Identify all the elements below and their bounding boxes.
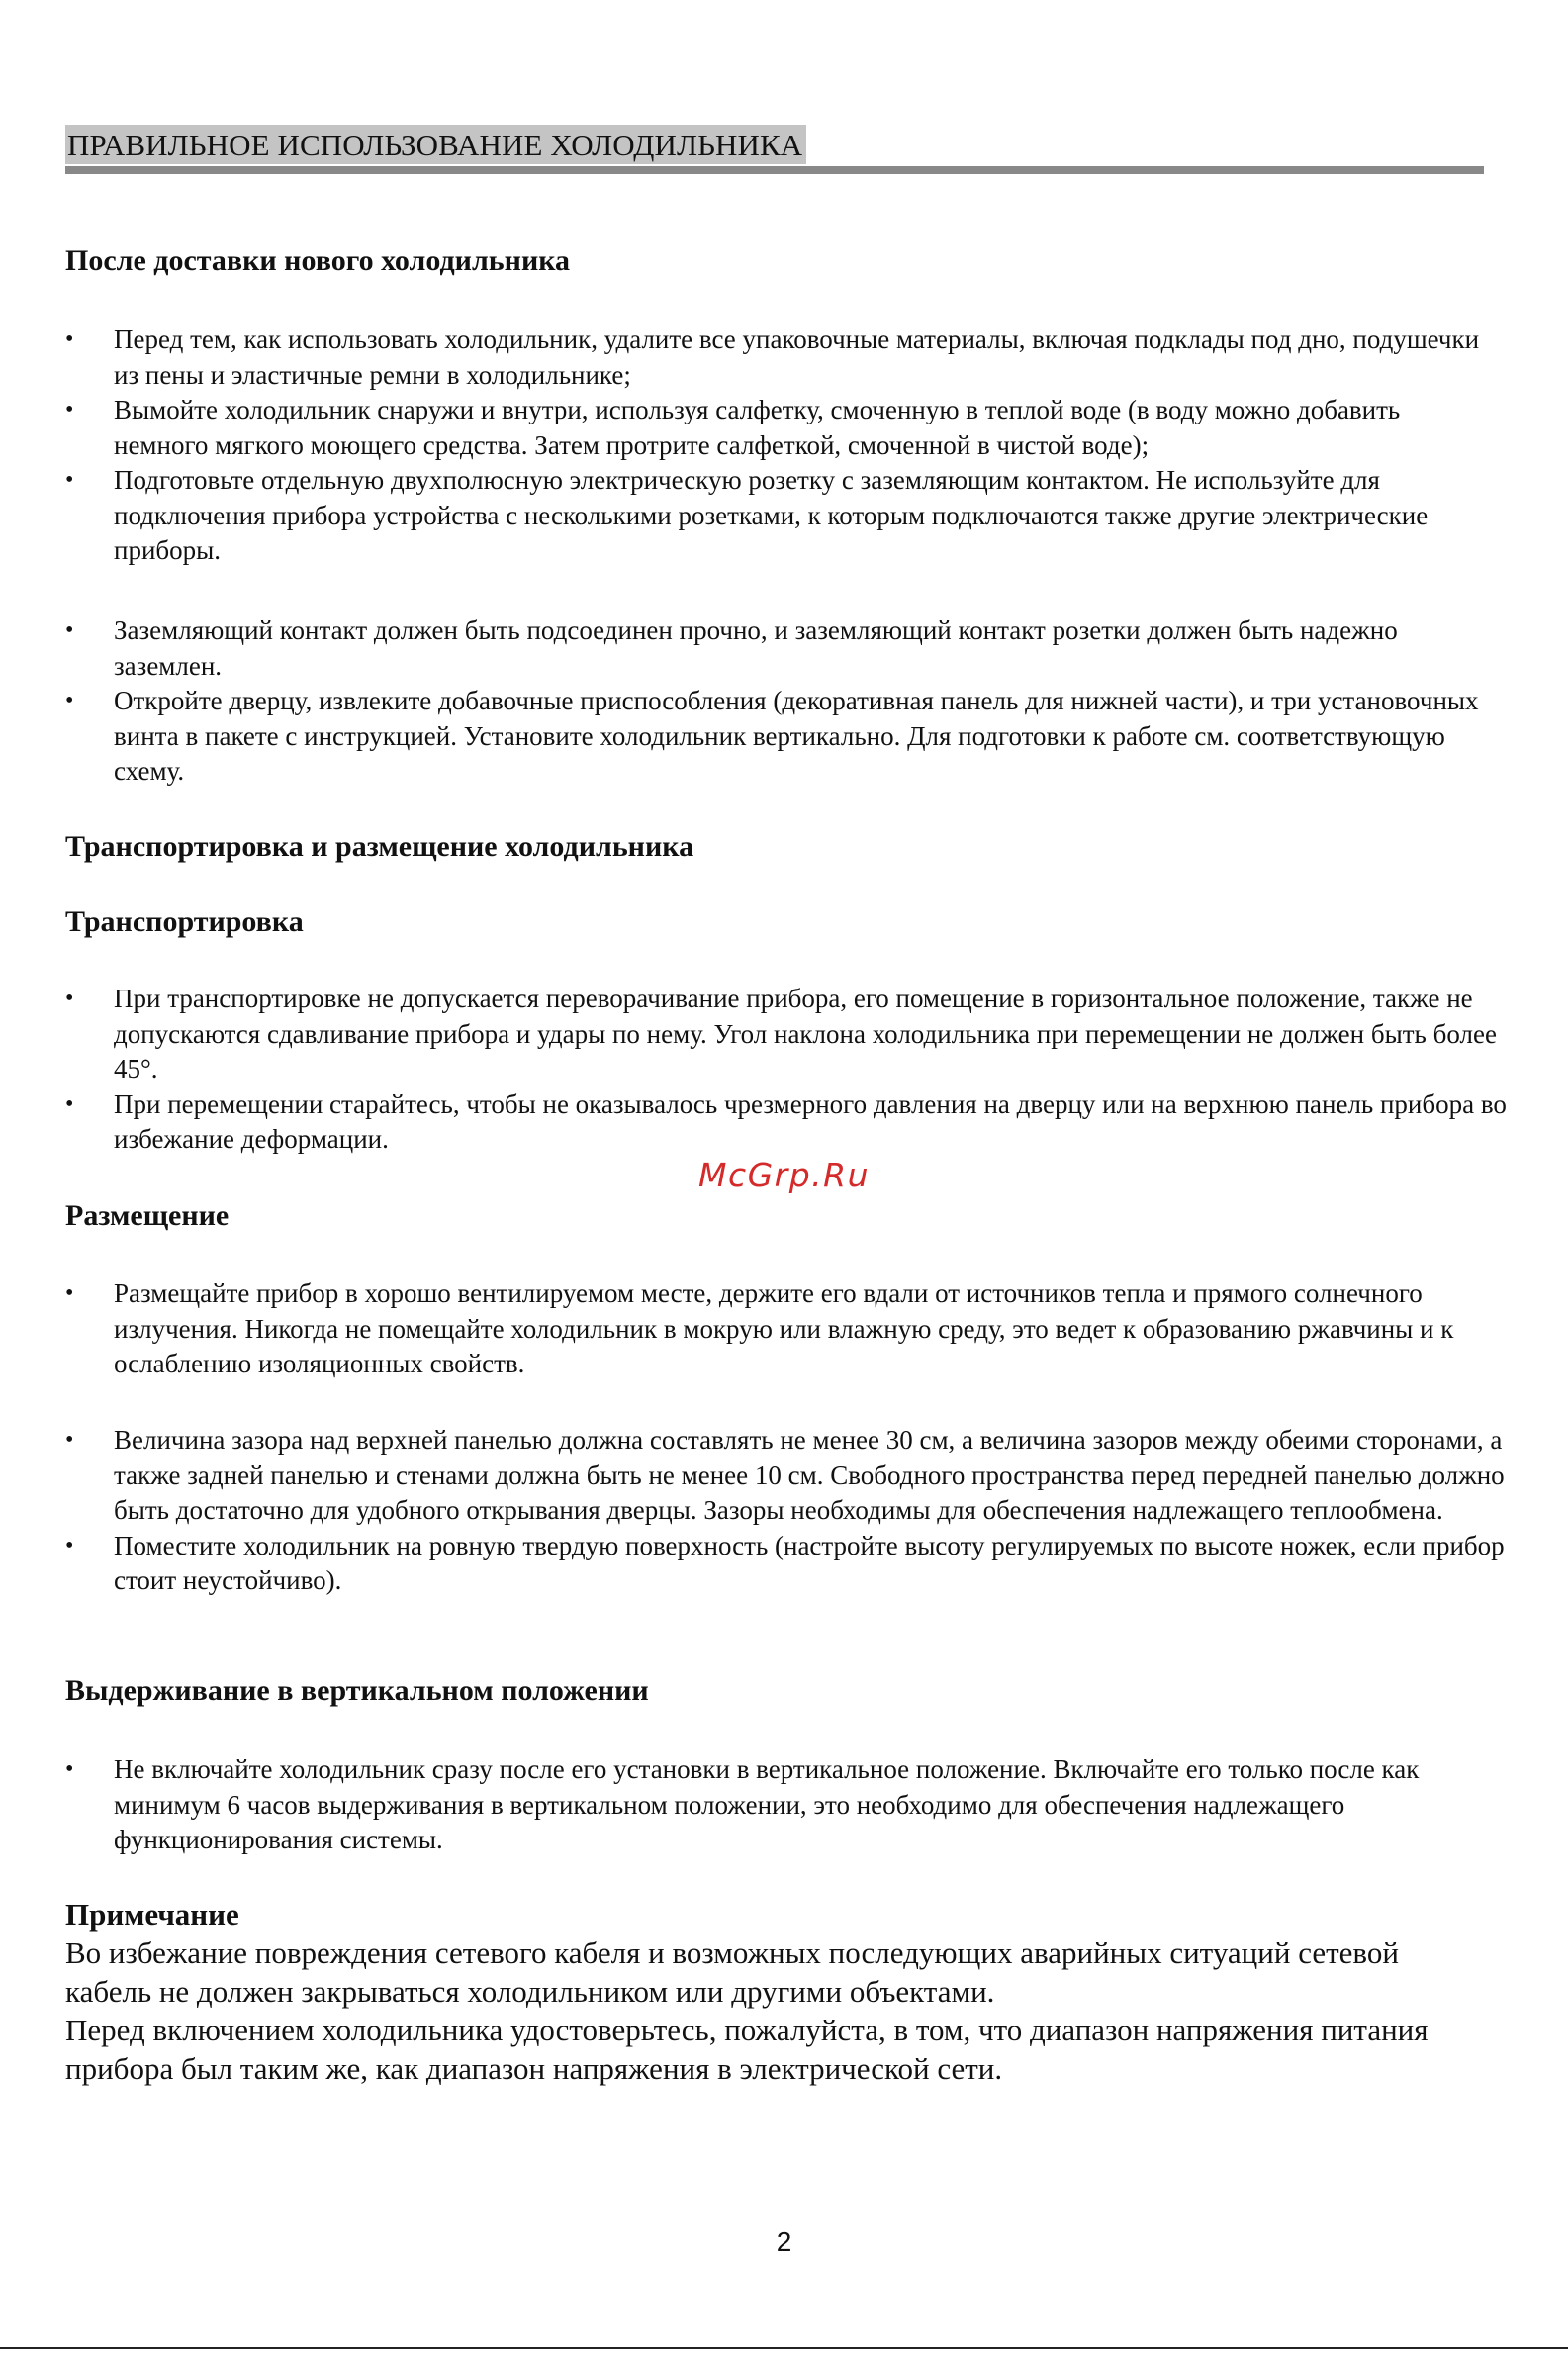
note-heading: Примечание <box>65 1897 239 1932</box>
section-heading-placement: Размещение <box>65 1199 230 1232</box>
note-paragraph: Перед включением холодильника удостоверьтесь, пожалуйста, в том, что диапазон напряжения питания прибора был таким же, как диапазон напряжения в электрической сети. <box>65 2013 1429 2086</box>
list-item-text: Вымойте холодильник снаружи и внутри, используя салфетку, смоченную в теплой воде (в воду можно добавить немного мягкого моющего средства. Затем протрите салфеткой, смоченной в чистой воде); <box>114 395 1401 460</box>
bullet-icon: • <box>65 1090 74 1117</box>
list-item-text: Величина зазора над верхней панелью должна составлять не менее 30 см, а величина зазоров между обеими сторонами, а также задней панелью и стенами должна быть не менее 10 см. Свободного пространства перед передней панелью должно быть достаточно для удобного открывания дверцы. Зазоры необходимы для обеспечения надлежащего теплообмена. <box>114 1425 1505 1525</box>
list-item <box>65 982 1518 1087</box>
list-item <box>65 1752 1500 1858</box>
list-item-text: Заземляющий контакт должен быть подсоединен прочно, и заземляющий контакт розетки должен быть надежно заземлен. <box>114 615 1398 681</box>
list-item-text: Не включайте холодильник сразу после его установки в вертикальное положение. Включайте его только после как минимум 6 часов выдерживания в вертикальном положении, это необходимо для обеспечения надлежащего функционирования системы. <box>114 1754 1420 1854</box>
section-heading-vertical: Выдерживание в вертикальном положении <box>65 1674 649 1707</box>
page-number: 2 <box>776 2226 792 2257</box>
list-item <box>65 1276 1500 1382</box>
bottom-rule <box>0 2347 1568 2349</box>
transport-list <box>65 982 1518 1158</box>
list-item <box>65 1529 1527 1599</box>
list-item-text: Перед тем, как использовать холодильник, удалите все упаковочные материалы, включая подклады под дно, подушечки из пены и эластичные ремни в холодильнике; <box>114 325 1480 390</box>
after-delivery-list-1 <box>65 323 1500 569</box>
header-rule <box>65 166 1484 174</box>
list-item-text: При транспортировке не допускается переворачивание прибора, его помещение в горизонтальное положение, также не допускаются сдавливание прибора и удары по нему. Угол наклона холодильника при перемещении не должен быть более 45°. <box>114 984 1497 1084</box>
placement-list-2 <box>65 1423 1527 1599</box>
list-item <box>65 393 1500 463</box>
list-item-text: Откройте дверцу, извлеките добавочные приспособления (декоративная панель для нижней части), и три установочных винта в пакете с инструкцией. Установите холодильник вертикально. Для подготовки к работе см. соответствующую схему. <box>114 686 1479 786</box>
watermark: McGrp.Ru <box>697 1156 871 1194</box>
section-heading-after-delivery: После доставки нового холодильника <box>65 244 571 277</box>
list-item <box>65 323 1500 393</box>
note-block <box>65 1895 1450 2088</box>
bullet-icon: • <box>65 617 74 643</box>
vertical-list <box>65 1752 1500 1858</box>
bullet-icon: • <box>65 986 74 1011</box>
page-title: ПРАВИЛЬНОЕ ИСПОЛЬЗОВАНИЕ ХОЛОДИЛЬНИКА <box>65 125 806 164</box>
bullet-icon: • <box>65 327 74 352</box>
list-item-text: Поместите холодильник на ровную твердую поверхность (настройте высоту регулируемых по высоте ножек, если прибор стоит неустойчиво). <box>114 1530 1505 1595</box>
list-item-text: Размещайте прибор в хорошо вентилируемом месте, держите его вдали от источников тепла и прямого солнечного излучения. Никогда не помещайте холодильник в мокрую или влажную среду, это ведет к образованию ржавчины и к ослаблению изоляционных свойств. <box>114 1278 1454 1378</box>
note-paragraph: Во избежание повреждения сетевого кабеля и возможных последующих аварийных ситуаций сетевой кабель не должен закрываться холодильником или другими объектами. <box>65 1935 1399 2009</box>
section-heading-transport: Транспортировка <box>65 905 304 938</box>
list-item <box>65 463 1500 569</box>
after-delivery-list-2 <box>65 613 1500 790</box>
list-item-text: Подготовьте отдельную двухполюсную электрическую розетку с заземляющим контактом. Не используйте для подключения прибора устройства с несколькими розетками, к которым подключаются также другие электрические приборы. <box>114 465 1429 565</box>
section-heading-transport-placement: Транспортировка и размещение холодильника <box>65 830 694 863</box>
bullet-icon: • <box>65 688 74 713</box>
list-item-text: При перемещении старайтесь, чтобы не оказывалось чрезмерного давления на дверцу или на верхнюю панель прибора во избежание деформации. <box>114 1088 1507 1154</box>
bullet-icon: • <box>65 1532 74 1558</box>
bullet-icon: • <box>65 397 74 423</box>
bullet-icon: • <box>65 1427 74 1453</box>
bullet-icon: • <box>65 467 74 493</box>
list-item <box>65 613 1500 684</box>
list-item <box>65 1423 1527 1529</box>
list-item <box>65 1087 1518 1158</box>
list-item <box>65 684 1500 790</box>
bullet-icon: • <box>65 1756 74 1782</box>
bullet-icon: • <box>65 1280 74 1306</box>
page-header <box>65 125 1484 174</box>
placement-list-1 <box>65 1276 1500 1382</box>
